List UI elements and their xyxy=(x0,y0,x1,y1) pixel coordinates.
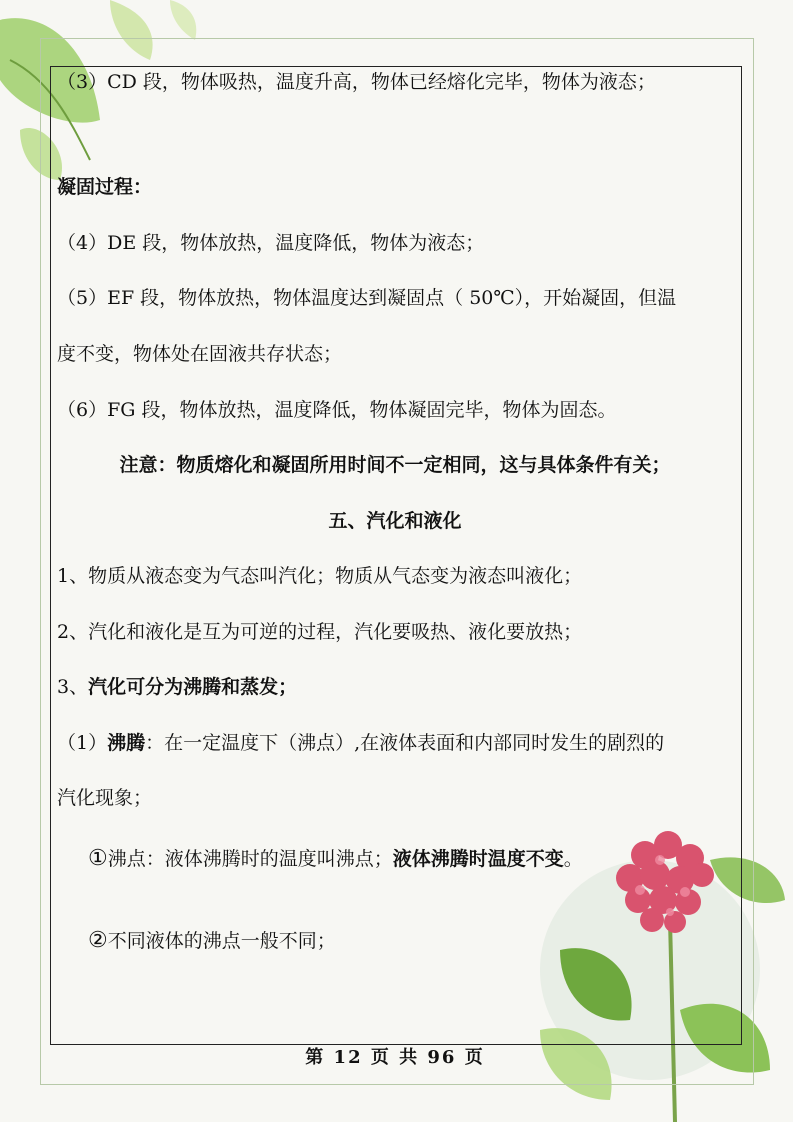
paragraph-3 xyxy=(57,673,297,701)
page-number-footer: 第 12 页 共 96 页 xyxy=(305,1047,485,1068)
different-liquids-item xyxy=(88,927,336,955)
boiling-point-item xyxy=(88,845,583,873)
different-liquids-text: 不同液体的沸点一般不同； xyxy=(107,930,336,952)
text-line-ef-cont: 度不变，物体处在固液共存状态； xyxy=(57,343,343,365)
paragraph-2: 2、汽化和液化是互为可逆的过程，汽化要吸热、液化要放热； xyxy=(57,621,583,643)
text-line-ef: （5）EF 段，物体放热，物体温度达到凝固点（ 50℃），开始凝固，但温 xyxy=(57,287,677,309)
boiling-number: （1） xyxy=(57,732,108,754)
boiling-term: 沸腾 xyxy=(107,732,146,754)
circled-number-2: ② xyxy=(88,928,108,953)
paragraph-3-text: 汽化可分为沸腾和蒸发； xyxy=(88,676,298,698)
boiling-point-bold: 液体沸腾时温度不变 xyxy=(392,848,564,870)
text-line-fg: （6）FG 段，物体放热，温度降低，物体凝固完毕，物体为固态。 xyxy=(57,399,617,421)
text-line-de: （4）DE 段，物体放热，温度降低，物体为液态； xyxy=(57,232,485,254)
boiling-definition-cont: 汽化现象； xyxy=(57,787,153,809)
boiling-point-end: 。 xyxy=(563,848,583,870)
boiling-definition xyxy=(57,729,664,757)
text-line-cd: （3）CD 段，物体吸热，温度升高，物体已经熔化完毕，物体为液态； xyxy=(57,71,656,93)
paragraph-1: 1、物质从液态变为气态叫汽化；物质从气态变为液态叫液化； xyxy=(57,565,583,587)
boiling-point-text: 沸点：液体沸腾时的温度叫沸点； xyxy=(107,848,393,870)
boiling-text: ：在一定温度下（沸点）,在液体表面和内部同时发生的剧烈的 xyxy=(145,732,665,754)
section-title: 五、汽化和液化 xyxy=(328,510,462,532)
page-frame-inner xyxy=(50,66,742,1045)
circled-number-1: ① xyxy=(88,846,108,871)
heading-solidification: 凝固过程： xyxy=(57,176,153,198)
note-text: 注意：物质熔化和凝固所用时间不一定相同，这与具体条件有关； xyxy=(119,454,671,476)
paragraph-3-number: 3、 xyxy=(57,676,89,698)
